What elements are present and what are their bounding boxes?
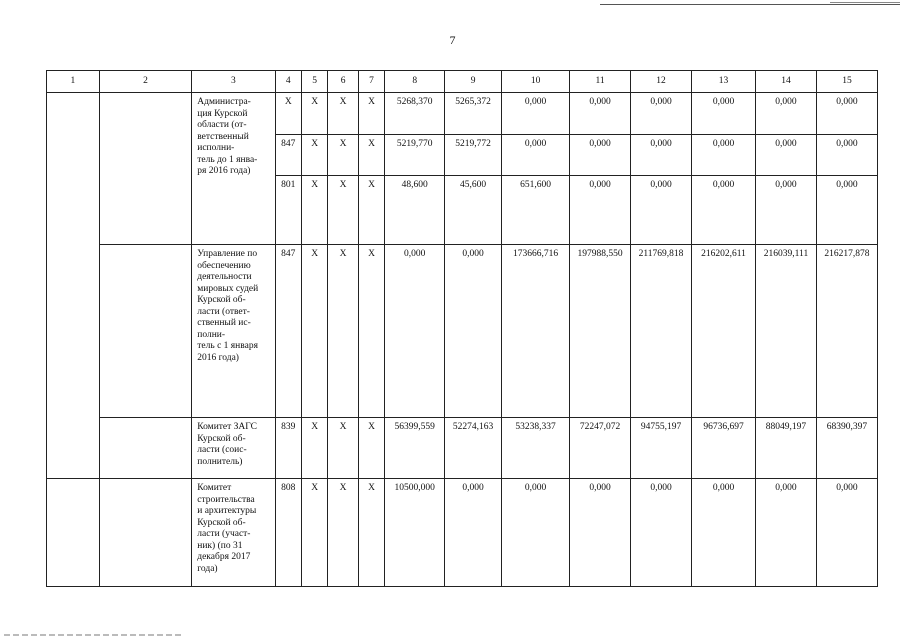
header-cell: 14 xyxy=(756,71,817,93)
top-rule xyxy=(600,4,900,5)
value-cell: X xyxy=(328,479,358,587)
value-cell: 839 xyxy=(275,418,301,479)
value-cell: 72247,072 xyxy=(570,418,631,479)
name-line: ласти (участ- xyxy=(197,529,251,539)
value-cell: 0,000 xyxy=(570,135,631,176)
value-cell: 651,600 xyxy=(502,176,570,245)
name-line: деятельности xyxy=(197,272,252,282)
name-line: и архитектуры xyxy=(197,506,257,516)
value-cell: 847 xyxy=(275,245,301,418)
name-line: исполни- xyxy=(197,143,235,153)
value-cell: 0,000 xyxy=(631,93,692,135)
value-cell: 0,000 xyxy=(816,135,877,176)
name-line: полнитель) xyxy=(197,456,243,467)
name-line: ник) (по 31 xyxy=(197,540,243,551)
header-cell: 5 xyxy=(301,71,327,93)
value-cell: 0,000 xyxy=(570,176,631,245)
value-cell: X xyxy=(328,93,358,135)
value-cell: 808 xyxy=(275,479,301,587)
name-line: ция Курской xyxy=(197,108,248,119)
header-cell: 6 xyxy=(328,71,358,93)
row-name-zags xyxy=(192,418,275,479)
name-line: 2016 года) xyxy=(197,352,239,363)
value-cell: X xyxy=(328,418,358,479)
table-row xyxy=(47,93,878,135)
name-line: обеспечению xyxy=(197,260,251,271)
value-cell: 173666,716 xyxy=(502,245,570,418)
value-cell: 0,000 xyxy=(445,479,502,587)
value-cell: X xyxy=(301,135,327,176)
value-cell: X xyxy=(358,418,384,479)
value-cell: X xyxy=(358,245,384,418)
name-line: мировых судей xyxy=(197,283,259,294)
value-cell: 68390,397 xyxy=(816,418,877,479)
value-cell: X xyxy=(275,93,301,135)
value-cell: X xyxy=(301,176,327,245)
header-cell: 13 xyxy=(692,71,756,93)
header-cell: 4 xyxy=(275,71,301,93)
name-line: ря 2016 года) xyxy=(197,166,251,176)
value-cell: 56399,559 xyxy=(385,418,445,479)
value-cell: 0,000 xyxy=(570,479,631,587)
value-cell: 45,600 xyxy=(445,176,502,245)
name-line: полни- xyxy=(197,329,226,340)
col2-cell xyxy=(99,93,191,245)
value-cell: 0,000 xyxy=(692,93,756,135)
value-cell: 53238,337 xyxy=(502,418,570,479)
value-cell: X xyxy=(358,93,384,135)
value-cell: 0,000 xyxy=(502,479,570,587)
value-cell: 10500,000 xyxy=(385,479,445,587)
value-cell: 0,000 xyxy=(502,135,570,176)
value-cell: 96736,697 xyxy=(692,418,756,479)
value-cell: 0,000 xyxy=(756,135,817,176)
budget-table xyxy=(46,70,878,587)
value-cell: X xyxy=(328,176,358,245)
table-body xyxy=(47,93,878,587)
value-cell: 216202,611 xyxy=(692,245,756,418)
header-cell: 2 xyxy=(99,71,191,93)
value-cell: 216217,878 xyxy=(816,245,877,418)
value-cell: X xyxy=(358,479,384,587)
col1-cell xyxy=(47,479,100,587)
name-line: ственный ис- xyxy=(197,318,251,328)
value-cell: 0,000 xyxy=(570,93,631,135)
name-line: области (от- xyxy=(197,120,247,130)
value-cell: 94755,197 xyxy=(631,418,692,479)
value-cell: 0,000 xyxy=(445,245,502,418)
value-cell: X xyxy=(328,245,358,418)
header-cell: 11 xyxy=(570,71,631,93)
value-cell: X xyxy=(358,135,384,176)
name-line: ласти (соис- xyxy=(197,445,247,455)
value-cell: 216039,111 xyxy=(756,245,817,418)
value-cell: X xyxy=(301,418,327,479)
header-cell: 12 xyxy=(631,71,692,93)
table-row xyxy=(47,245,878,418)
header-cell: 7 xyxy=(358,71,384,93)
value-cell: 0,000 xyxy=(385,245,445,418)
value-cell: 0,000 xyxy=(756,93,817,135)
header-cell: 10 xyxy=(502,71,570,93)
header-cell: 8 xyxy=(385,71,445,93)
name-line: Комитет xyxy=(197,483,232,493)
page-number: 7 xyxy=(449,33,456,47)
name-line: ласти (ответ- xyxy=(197,306,250,317)
value-cell: 0,000 xyxy=(756,479,817,587)
name-line: Курской об- xyxy=(197,433,246,444)
value-cell: 5219,772 xyxy=(445,135,502,176)
col2-cell xyxy=(99,479,191,587)
name-line: Управление по xyxy=(197,249,258,259)
name-line: тель до 1 янва- xyxy=(197,154,258,165)
value-cell: 5268,370 xyxy=(385,93,445,135)
value-cell: 0,000 xyxy=(692,176,756,245)
table-row xyxy=(47,479,878,587)
value-cell: 0,000 xyxy=(816,93,877,135)
name-line: Администра- xyxy=(197,97,251,107)
value-cell: 5219,770 xyxy=(385,135,445,176)
value-cell: X xyxy=(301,93,327,135)
value-cell: 0,000 xyxy=(631,479,692,587)
value-cell: 847 xyxy=(275,135,301,176)
name-line: Курской об- xyxy=(197,295,246,305)
top-rule-short xyxy=(830,2,900,3)
name-line: тель с 1 января xyxy=(197,341,258,351)
row-name-administration xyxy=(192,93,275,245)
value-cell: 0,000 xyxy=(631,135,692,176)
col1-cell xyxy=(47,93,100,479)
value-cell: X xyxy=(301,245,327,418)
col2-cell xyxy=(99,418,191,479)
value-cell: X xyxy=(328,135,358,176)
header-row xyxy=(47,71,878,93)
value-cell: 0,000 xyxy=(756,176,817,245)
name-line: строительства xyxy=(197,494,255,505)
value-cell: X xyxy=(301,479,327,587)
value-cell: 0,000 xyxy=(502,93,570,135)
name-line: года) xyxy=(197,563,218,574)
value-cell: 0,000 xyxy=(631,176,692,245)
row-name-magistrates xyxy=(192,245,275,418)
value-cell: 0,000 xyxy=(816,176,877,245)
value-cell: 801 xyxy=(275,176,301,245)
value-cell: X xyxy=(358,176,384,245)
row-name-construction xyxy=(192,479,275,587)
value-cell: 0,000 xyxy=(692,135,756,176)
col2-cell xyxy=(99,245,191,418)
header-cell: 1 xyxy=(47,71,100,93)
value-cell: 52274,163 xyxy=(445,418,502,479)
value-cell: 211769,818 xyxy=(631,245,692,418)
value-cell: 5265,372 xyxy=(445,93,502,135)
value-cell: 0,000 xyxy=(692,479,756,587)
table-row xyxy=(47,418,878,479)
name-line: Курской об- xyxy=(197,517,246,528)
value-cell: 0,000 xyxy=(816,479,877,587)
value-cell: 197988,550 xyxy=(570,245,631,418)
header-cell: 3 xyxy=(192,71,275,93)
value-cell: 48,600 xyxy=(385,176,445,245)
name-line: декабря 2017 xyxy=(197,552,251,562)
name-line: ветственный xyxy=(197,131,249,142)
value-cell: 88049,197 xyxy=(756,418,817,479)
header-cell: 15 xyxy=(816,71,877,93)
scan-artifact xyxy=(4,634,184,636)
header-cell: 9 xyxy=(445,71,502,93)
name-line: Комитет ЗАГС xyxy=(197,422,257,432)
